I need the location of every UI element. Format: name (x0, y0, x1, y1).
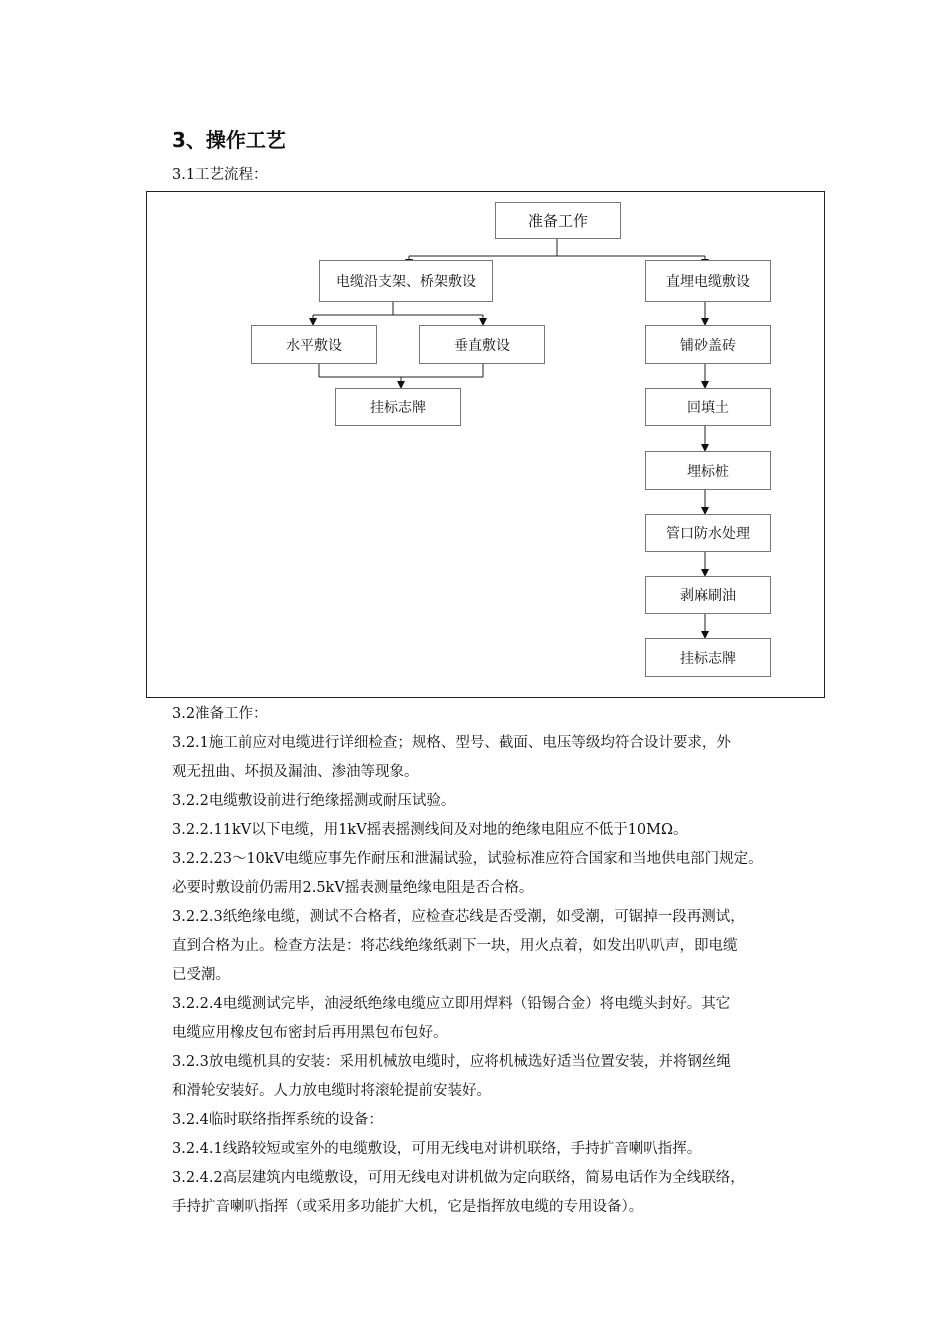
node-strip-oil: 剥麻刷油 (645, 576, 771, 614)
process-flowchart (146, 191, 825, 698)
node-backfill: 回填土 (645, 388, 771, 426)
node-pipe-waterproof: 管口防水处理 (645, 514, 771, 552)
node-marker-stake: 埋标桩 (645, 451, 771, 490)
node-sand-brick: 铺砂盖砖 (645, 325, 771, 364)
text-line: 手持扩音喇叭指挥（或采用多功能扩大机，它是指挥放电缆的专用设备）。 (172, 1199, 644, 1215)
node-branch-left: 电缆沿支架、桥架敷设 (319, 260, 493, 302)
text-line: 和滑轮安装好。人力放电缆时将滚轮提前安装好。 (172, 1083, 491, 1099)
text-line: 必要时敷设前仍需用2.5kV摇表测量绝缘电阻是否合格。 (172, 880, 534, 896)
node-vertical-laying: 垂直敷设 (419, 325, 545, 364)
text-line: 3.2.2.3纸绝缘电缆，测试不合格者，应检查芯线是否受潮，如受潮，可锯掉一段再测试， (172, 909, 745, 925)
node-horizontal-laying: 水平敷设 (251, 325, 377, 364)
body-text (172, 700, 852, 1222)
text-line: 3.2.4临时联络指挥系统的设备： (172, 1112, 383, 1128)
node-branch-right: 直埋电缆敷设 (645, 260, 771, 302)
flow-caption: 3.1工艺流程： (172, 167, 268, 183)
text-line: 3.2.2.4电缆测试完毕，油浸纸绝缘电缆应立即用焊料（铅锡合金）将电缆头封好。其它 (172, 996, 731, 1012)
text-line: 3.2.2电缆敷设前进行绝缘摇测或耐压试验。 (172, 793, 456, 809)
text-line: 3.2准备工作： (172, 706, 268, 722)
text-line: 观无扭曲、坏损及漏油、渗油等现象。 (172, 764, 419, 780)
text-line: 3.2.2.23～10kV电缆应事先作耐压和泄漏试验，试验标准应符合国家和当地供电部门规定。 (172, 851, 763, 867)
node-right-sign: 挂标志牌 (645, 638, 771, 677)
text-line: 直到合格为止。检查方法是：将芯线绝缘纸剥下一块，用火点着，如发出叭叭声，即电缆 (172, 938, 738, 954)
text-line: 3.2.1施工前应对电缆进行详细检查；规格、型号、截面、电压等级均符合设计要求，外 (172, 735, 731, 751)
section-heading: 3、操作工艺 (172, 128, 286, 152)
text-line: 电缆应用橡皮包布密封后再用黑包布包好。 (172, 1025, 448, 1041)
node-left-sign: 挂标志牌 (335, 388, 461, 426)
text-line: 3.2.3放电缆机具的安装：采用机械放电缆时，应将机械选好适当位置安装，并将钢丝绳 (172, 1054, 731, 1070)
text-line: 3.2.4.1线路较短或室外的电缆敷设，可用无线电对讲机联络，手持扩音喇叭指挥。 (172, 1141, 702, 1157)
text-line: 3.2.4.2高层建筑内电缆敷设，可用无线电对讲机做为定向联络，简易电话作为全线联络， (172, 1170, 745, 1186)
text-line: 3.2.2.11kV以下电缆，用1kV摇表摇测线间及对地的绝缘电阻应不低于10MΩ。 (172, 822, 688, 838)
text-line: 已受潮。 (172, 967, 230, 983)
node-start: 准备工作 (495, 202, 621, 239)
